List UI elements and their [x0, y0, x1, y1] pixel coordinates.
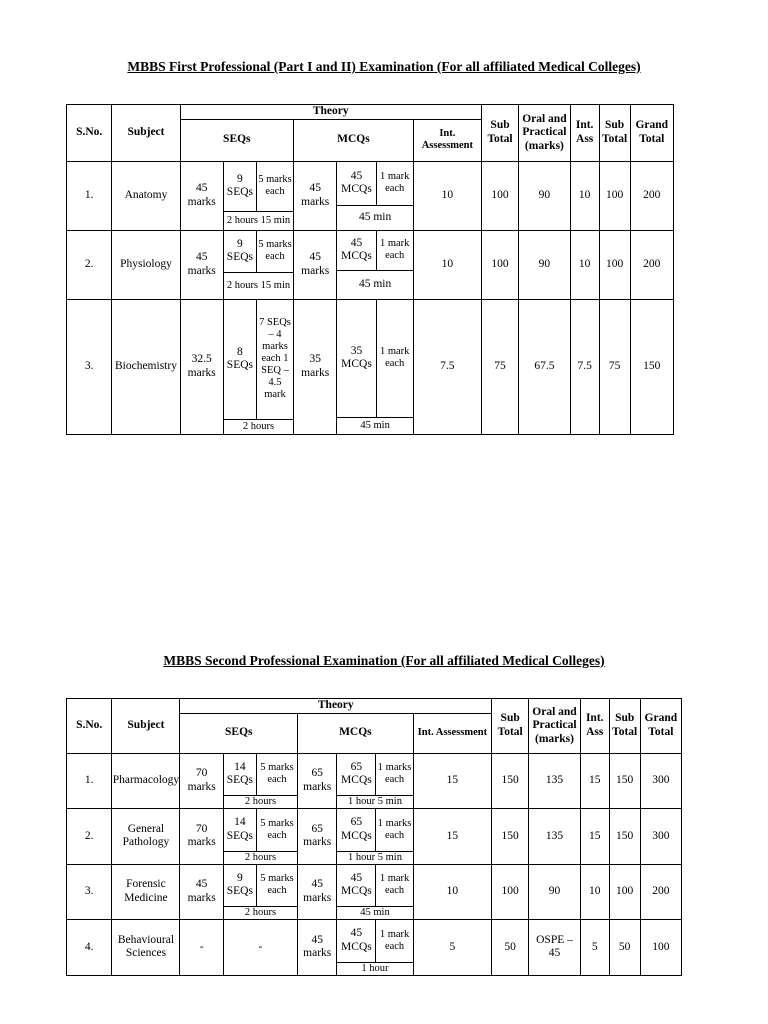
sub-total-2-cell: 100	[599, 230, 630, 299]
seq-marks-cell: 45 marks	[180, 161, 223, 230]
grand-total-cell: 200	[630, 161, 673, 230]
mcq-each: 1 mark each	[376, 231, 413, 271]
oral-practical-cell: 135	[529, 753, 581, 809]
int-assessment-cell: 10	[413, 864, 491, 920]
mcq-detail-cell	[337, 161, 413, 230]
mcq-count: 45 MCQs	[337, 162, 376, 206]
mcq-marks-cell: 45 marks	[298, 864, 337, 920]
table-row	[67, 753, 682, 809]
header-int-assessment: Int. Assessment	[413, 119, 481, 161]
second-prof-table	[66, 698, 682, 976]
sno-cell: 1.	[67, 161, 112, 230]
int-assessment-cell: 5	[413, 920, 491, 976]
int-ass-cell: 10	[570, 161, 599, 230]
sub-total-cell: 100	[481, 230, 518, 299]
mcq-detail-cell	[337, 864, 413, 920]
grand-total-cell: 150	[630, 299, 673, 434]
header-sno: S.No.	[67, 105, 112, 162]
seq-marks-cell: 45 marks	[180, 864, 223, 920]
sno-cell: 2.	[67, 809, 112, 865]
header-sub-total: Sub Total	[492, 699, 529, 754]
mcq-each: 1 mark each	[376, 920, 413, 962]
int-ass-cell: 15	[580, 809, 609, 865]
seq-marks-cell: 70 marks	[180, 809, 223, 865]
table-row	[67, 299, 674, 434]
grand-total-cell: 100	[640, 920, 681, 976]
seq-each: 7 SEQs – 4 marks each 1 SEQ – 4.5 mark	[256, 300, 293, 420]
int-assessment-cell: 10	[413, 161, 481, 230]
mcq-detail-cell	[337, 809, 413, 865]
grand-total-cell: 200	[630, 230, 673, 299]
sno-cell: 3.	[67, 864, 112, 920]
mcq-detail-cell	[337, 920, 413, 976]
seq-detail-cell: -	[223, 920, 297, 976]
header-sno: S.No.	[67, 699, 112, 754]
seq-time: 2 hours	[224, 851, 297, 864]
seq-marks-cell: -	[180, 920, 223, 976]
mcq-detail-cell	[337, 230, 413, 299]
seq-marks-cell: 32.5 marks	[180, 299, 223, 434]
seq-count: 8 SEQs	[224, 300, 257, 420]
header-sub-total-2: Sub Total	[609, 699, 640, 754]
seq-detail-cell	[223, 299, 293, 434]
table-row	[67, 864, 682, 920]
sub-total-cell: 50	[492, 920, 529, 976]
sno-cell: 3.	[67, 299, 112, 434]
header-oral-practical: Oral and Practical (marks)	[529, 699, 581, 754]
mcq-each: 1 marks each	[376, 809, 413, 851]
sno-cell: 2.	[67, 230, 112, 299]
subject-cell: Physiology	[112, 230, 180, 299]
table-row	[67, 230, 674, 299]
int-ass-cell: 10	[570, 230, 599, 299]
seq-detail-cell	[223, 161, 293, 230]
seq-time: 2 hours	[224, 907, 297, 920]
table-row	[67, 809, 682, 865]
table-row	[67, 920, 682, 976]
sub-total-cell: 100	[492, 864, 529, 920]
subject-cell: Pharmacology	[112, 753, 180, 809]
mcq-time: 45 min	[337, 206, 412, 230]
seq-time: 2 hours	[224, 420, 293, 434]
mcq-count: 65 MCQs	[337, 809, 376, 851]
first-prof-title: MBBS First Professional (Part I and II) Examination (For all affiliated Medical Colleges)	[127, 59, 641, 74]
sno-cell: 4.	[67, 920, 112, 976]
oral-practical-cell: 135	[529, 809, 581, 865]
sub-total-2-cell: 100	[609, 864, 640, 920]
seq-each: 5 marks each	[256, 809, 297, 851]
seq-detail-cell	[223, 230, 293, 299]
seq-marks-cell: 45 marks	[180, 230, 223, 299]
seq-count: 14 SEQs	[224, 809, 257, 851]
int-ass-cell: 5	[580, 920, 609, 976]
seq-each: 5 marks each	[256, 754, 297, 796]
grand-total-cell: 200	[640, 864, 681, 920]
mcq-each: 1 marks each	[376, 754, 413, 796]
subject-cell: Behavioural Sciences	[112, 920, 180, 976]
seq-detail-cell	[223, 753, 297, 809]
int-assessment-cell: 10	[413, 230, 481, 299]
seq-detail-cell	[223, 864, 297, 920]
header-oral-practical: Oral and Practical (marks)	[519, 105, 571, 162]
seq-marks-cell: 70 marks	[180, 753, 223, 809]
header-theory: Theory	[180, 699, 492, 714]
mcq-count: 45 MCQs	[337, 865, 376, 907]
mcq-count: 45 MCQs	[337, 920, 376, 962]
mcq-each: 1 mark each	[376, 162, 413, 206]
seq-time: 2 hours 15 min	[224, 212, 293, 230]
sub-total-2-cell: 100	[599, 161, 630, 230]
header-sub-total-2: Sub Total	[599, 105, 630, 162]
sub-total-cell: 100	[481, 161, 518, 230]
mcq-marks-cell: 65 marks	[298, 753, 337, 809]
mcq-marks-cell: 65 marks	[298, 809, 337, 865]
mcq-each: 1 mark each	[376, 300, 413, 418]
subject-cell: Biochemistry	[112, 299, 180, 434]
header-mcqs: MCQs	[294, 119, 414, 161]
sub-total-2-cell: 150	[609, 809, 640, 865]
mcq-each: 1 mark each	[376, 865, 413, 907]
oral-practical-cell: 90	[519, 230, 571, 299]
seq-each: 5 marks each	[256, 865, 297, 907]
header-int-ass: Int. Ass	[580, 699, 609, 754]
oral-practical-cell: 67.5	[519, 299, 571, 434]
oral-practical-cell: 90	[529, 864, 581, 920]
seq-count: 9 SEQs	[224, 231, 257, 273]
mcq-time: 1 hour	[337, 962, 412, 975]
sub-total-cell: 75	[481, 299, 518, 434]
sub-total-cell: 150	[492, 753, 529, 809]
mcq-time: 1 hour 5 min	[337, 851, 412, 864]
header-grand-total: Grand Total	[640, 699, 681, 754]
mcq-time: 45 min	[337, 907, 412, 920]
mcq-marks-cell: 45 marks	[294, 230, 337, 299]
sub-total-2-cell: 150	[609, 753, 640, 809]
header-sub-total: Sub Total	[481, 105, 518, 162]
sub-total-2-cell: 75	[599, 299, 630, 434]
mcq-marks-cell: 35 marks	[294, 299, 337, 434]
header-int-assessment: Int. Assessment	[413, 713, 491, 753]
oral-practical-cell: OSPE – 45	[529, 920, 581, 976]
header-subject: Subject	[112, 699, 180, 754]
sub-total-2-cell: 50	[609, 920, 640, 976]
header-grand-total: Grand Total	[630, 105, 673, 162]
seq-count: 14 SEQs	[224, 754, 257, 796]
seq-count: 9 SEQs	[224, 162, 257, 212]
int-ass-cell: 10	[580, 864, 609, 920]
oral-practical-cell: 90	[519, 161, 571, 230]
int-ass-cell: 7.5	[570, 299, 599, 434]
seq-count: 9 SEQs	[224, 865, 257, 907]
sub-total-cell: 150	[492, 809, 529, 865]
header-int-ass: Int. Ass	[570, 105, 599, 162]
seq-detail-cell	[223, 809, 297, 865]
header-seqs: SEQs	[180, 713, 298, 753]
mcq-count: 65 MCQs	[337, 754, 376, 796]
int-assessment-cell: 7.5	[413, 299, 481, 434]
seq-time: 2 hours	[224, 796, 297, 809]
header-subject: Subject	[112, 105, 180, 162]
mcq-detail-cell	[337, 753, 413, 809]
seq-each: 5 marks each	[256, 162, 293, 212]
subject-cell: General Pathology	[112, 809, 180, 865]
sno-cell: 1.	[67, 753, 112, 809]
mcq-time: 45 min	[337, 271, 412, 299]
mcq-time: 1 hour 5 min	[337, 796, 412, 809]
first-prof-table	[66, 104, 674, 435]
header-seqs: SEQs	[180, 119, 294, 161]
second-prof-title: MBBS Second Professional Examination (For all affiliated Medical Colleges)	[163, 653, 605, 668]
header-theory: Theory	[180, 105, 481, 120]
subject-cell: Anatomy	[112, 161, 180, 230]
subject-cell: Forensic Medicine	[112, 864, 180, 920]
int-assessment-cell: 15	[413, 809, 491, 865]
mcq-marks-cell: 45 marks	[294, 161, 337, 230]
mcq-marks-cell: 45 marks	[298, 920, 337, 976]
int-assessment-cell: 15	[413, 753, 491, 809]
mcq-detail-cell	[337, 299, 413, 434]
seq-each: 5 marks each	[256, 231, 293, 273]
int-ass-cell: 15	[580, 753, 609, 809]
mcq-time: 45 min	[337, 418, 412, 434]
grand-total-cell: 300	[640, 809, 681, 865]
table-row	[67, 161, 674, 230]
seq-time: 2 hours 15 min	[224, 273, 293, 299]
grand-total-cell: 300	[640, 753, 681, 809]
mcq-count: 35 MCQs	[337, 300, 376, 418]
mcq-count: 45 MCQs	[337, 231, 376, 271]
header-mcqs: MCQs	[298, 713, 414, 753]
